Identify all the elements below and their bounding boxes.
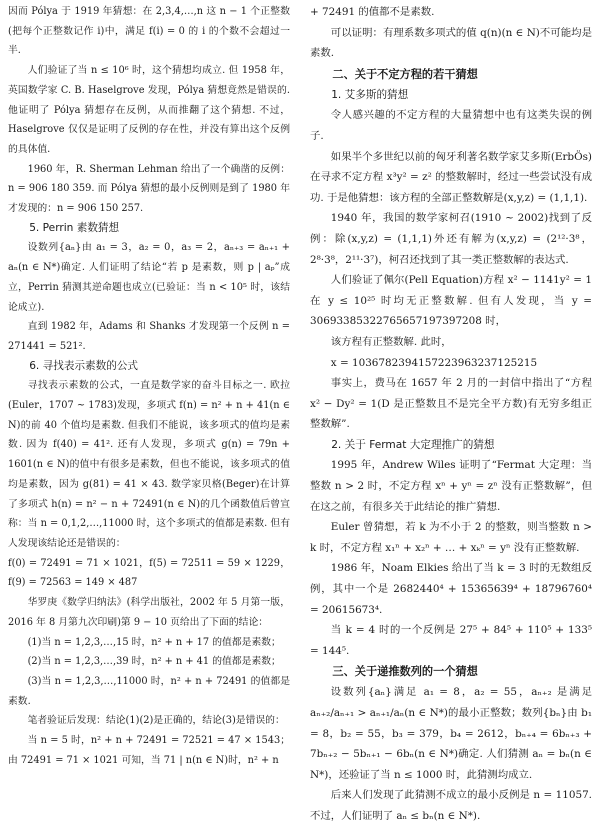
right-column: [310, 2, 592, 827]
paragraph: 可以证明：有理系数多项式的值 q(n)(n ∈ N)不可能均是素数.: [310, 26, 592, 60]
paragraph: + 72491 的值都不是素数.: [310, 6, 435, 18]
paragraph: 令人感兴趣的不定方程的大量猜想中也有这类失误的例子.: [310, 109, 592, 142]
paragraph: Euler 曾猜想，若 k 为不小于 2 的整数，则当整数 n > k 时，不定方程 x₁ⁿ + x₂ⁿ + … + xₖⁿ = yⁿ 没有正整数解.: [310, 521, 592, 554]
section-heading: 二、关于不定方程的若干猜想: [332, 67, 478, 81]
paragraph: 1995 年，Andrew Wiles 证明了“Fermat 大定理：当整数 n > 2 时，不定方程 xⁿ + yⁿ = zⁿ 没有正整数解”，但在这之前，有很多关于此结论的推广猜想.: [310, 459, 592, 513]
paragraph: 当 n = 5 时，n² + n + 72491 = 72521 = 47 × 1543；由 72491 = 71 × 1021 可知，当 71 | n(n ∈ N)时，n² + n: [8, 735, 290, 766]
paragraph: (1)当 n = 1,2,3,…,15 时，n² + n + 17 的值都是素数；: [27, 636, 281, 648]
paragraph: 人们验证了佩尔(Pell Equation)方程 x² − 1141y² = 1 在 y ≤ 10²⁵ 时均无正整数解. 但有人发现，当 y = 30693385322765657197397208 时，: [310, 274, 592, 328]
paragraph: 笔者验证后发现：结论(1)(2)是正确的，结论(3)是错误的：: [27, 715, 285, 727]
paragraph: x = 1036782394157223963237125215: [330, 356, 538, 369]
paragraph: 1940 年，我国的数学家柯召(1910 ~ 2002)找到了反例：除(x,y,z) = (1,1,1)外还有解为(x,y,z) = (2¹²·3⁸，2⁸·3⁸，2¹¹·3⁷)，柯召还找到了其一类正整数解的表达式.: [310, 212, 592, 266]
paragraph: 当 k = 4 时的一个反例是 27⁵ + 84⁵ + 110⁵ + 133⁵ = 144⁵.: [310, 624, 592, 657]
paragraph: 事实上，费马在 1657 年 2 月的一封信中指出了“方程 x² − Dy² = 1(D 是正整数且不是完全平方数)有无穷多组正整数解”.: [310, 377, 592, 431]
paragraph: 设数列{aₙ}满足 a₁ = 8，a₂ = 55，aₙ₊₂ 是满足 aₙ₊₂/aₙ₊₁ > aₙ₊₁/aₙ(n ∈ N*)的最小正整数；数列{bₙ}由 b₁ = 8，b₂ = 55，b₃ = 379，b₄ = 2612，bₙ₊₄ = 6bₙ₊₃ + 7bₙ₊₂ − 5bₙ₊₁ − 6bₙ(n ∈ N*)确定. 人们猜测 aₙ = bₙ(n ∈ N*)，还验证了当 n ≤ 1000 时，此猜测均成立.: [310, 686, 592, 781]
paragraph: 因而 Pólya 于 1919 年猜想：在 2,3,4,…,n 这 n − 1 个正整数(把每个正整数记作 i)中，满足 f(i) = 0 的 i 的个数不会超过一半.: [8, 6, 290, 57]
paragraph: (3)当 n = 1,2,3,…,11000 时，n² + n + 72491 的值都是素数.: [8, 675, 290, 707]
paragraph: 华罗庚《数学归纳法》(科学出版社，2002 年 5 月第一版，2016 年 8 月第九次印刷)第 9 − 10 页给出了下面的结论：: [8, 597, 290, 628]
subsection-heading: 5. Perrin 素数猜想: [29, 221, 120, 234]
paragraph: 该方程有正整数解. 此时，: [330, 335, 452, 348]
section-heading: 三、关于递推数列的一个猜想: [332, 665, 478, 679]
paragraph: 后来人们发现了此猜测不成立的最小反例是 n = 11057. 不过，人们证明了 aₙ ≤ bₙ(n ∈ N*).: [310, 789, 592, 822]
subsection-heading: 6. 寻找表示素数的公式: [29, 359, 139, 372]
paragraph: 设数列{aₙ}由 a₁ = 3，a₂ = 0，a₃ = 2，aₙ₊₃ = aₙ₊₁ + aₙ(n ∈ N*)确定. 人们证明了结论“若 p 是素数，则 p | aₚ”成立，Perrin 猜测其逆命题也成立(已验证：当 n < 10⁵ 时，该结论成立).: [8, 242, 290, 313]
subsection-heading: 1. 艾多斯的猜想: [331, 88, 409, 101]
paragraph: 直到 1982 年，Adams 和 Shanks 才发现第一个反例 n = 271441 = 521².: [8, 321, 290, 352]
paragraph: 寻找表示素数的公式，一直是数学家的奋斗目标之一. 欧拉(Euler，1707 ~ 1783)发现，多项式 f(n) = n² + n + 41(n ∈ N)的前 40 个值均是素数. 但我们不能说，该多项式的值均是素数. 因为 f(40) = 41². 还有人发现，多项式 g(n) = 79n + 1601(n ∈ N)的值中有很多是素数，但也不能说，该多项式的值均是素数，因为 g(81) = 41 × 43. 数学家贝格(Beger)在计算了多项式 h(n) = n² − n + 72491(n ∈ N)的几个函数值后曾宣称：当 n = 0,1,2,…,11000 时，这个多项式的值都是素数. 但有人发现该结论还是错误的：: [8, 380, 290, 549]
paragraph: 1986 年，Noam Elkies 给出了当 k = 3 时的无数组反例，其中一个是 2682440⁴ + 15365639⁴ + 18796760⁴ = 20615673⁴.: [310, 562, 592, 616]
subsection-heading: 2. 关于 Fermat 大定理推广的猜想: [331, 438, 495, 451]
paragraph: 人们验证了当 n ≤ 10⁶ 时，这个猜想均成立. 但 1958 年，英国数学家 C. B. Haselgrove 发现，Pólya 猜想竟然是错误的. 他证明了 Pólya 猜想存在反例，从而推翻了这个猜想. 不过，Haselgrove 仅仅是证明了反例的存在性，并没有算出这个反例的具体值.: [8, 65, 290, 155]
paragraph: (2)当 n = 1,2,3,…,39 时，n² + n + 41 的值都是素数；: [27, 656, 281, 668]
paragraph: f(0) = 72491 = 71 × 1021，f(5) = 72511 = 59 × 1229，f(9) = 72563 = 149 × 487: [8, 557, 290, 589]
left-column: [8, 2, 290, 770]
paragraph: 如果半个多世纪以前的匈牙利著名数学家艾多斯(ErbÖs)在寻求不定方程 x³y² = z² 的整数解时，经过一些尝试没有成功. 于是他猜想：该方程的全部正整数解是(x,y,z) = (1,1,1).: [310, 150, 592, 204]
paragraph: 1960 年，R. Sherman Lehman 给出了一个确凿的反例：n = 906 180 359. 而 Pólya 猜想的最小反例则是到了 1980 年才发现的：n = 906 150 257.: [8, 163, 290, 215]
